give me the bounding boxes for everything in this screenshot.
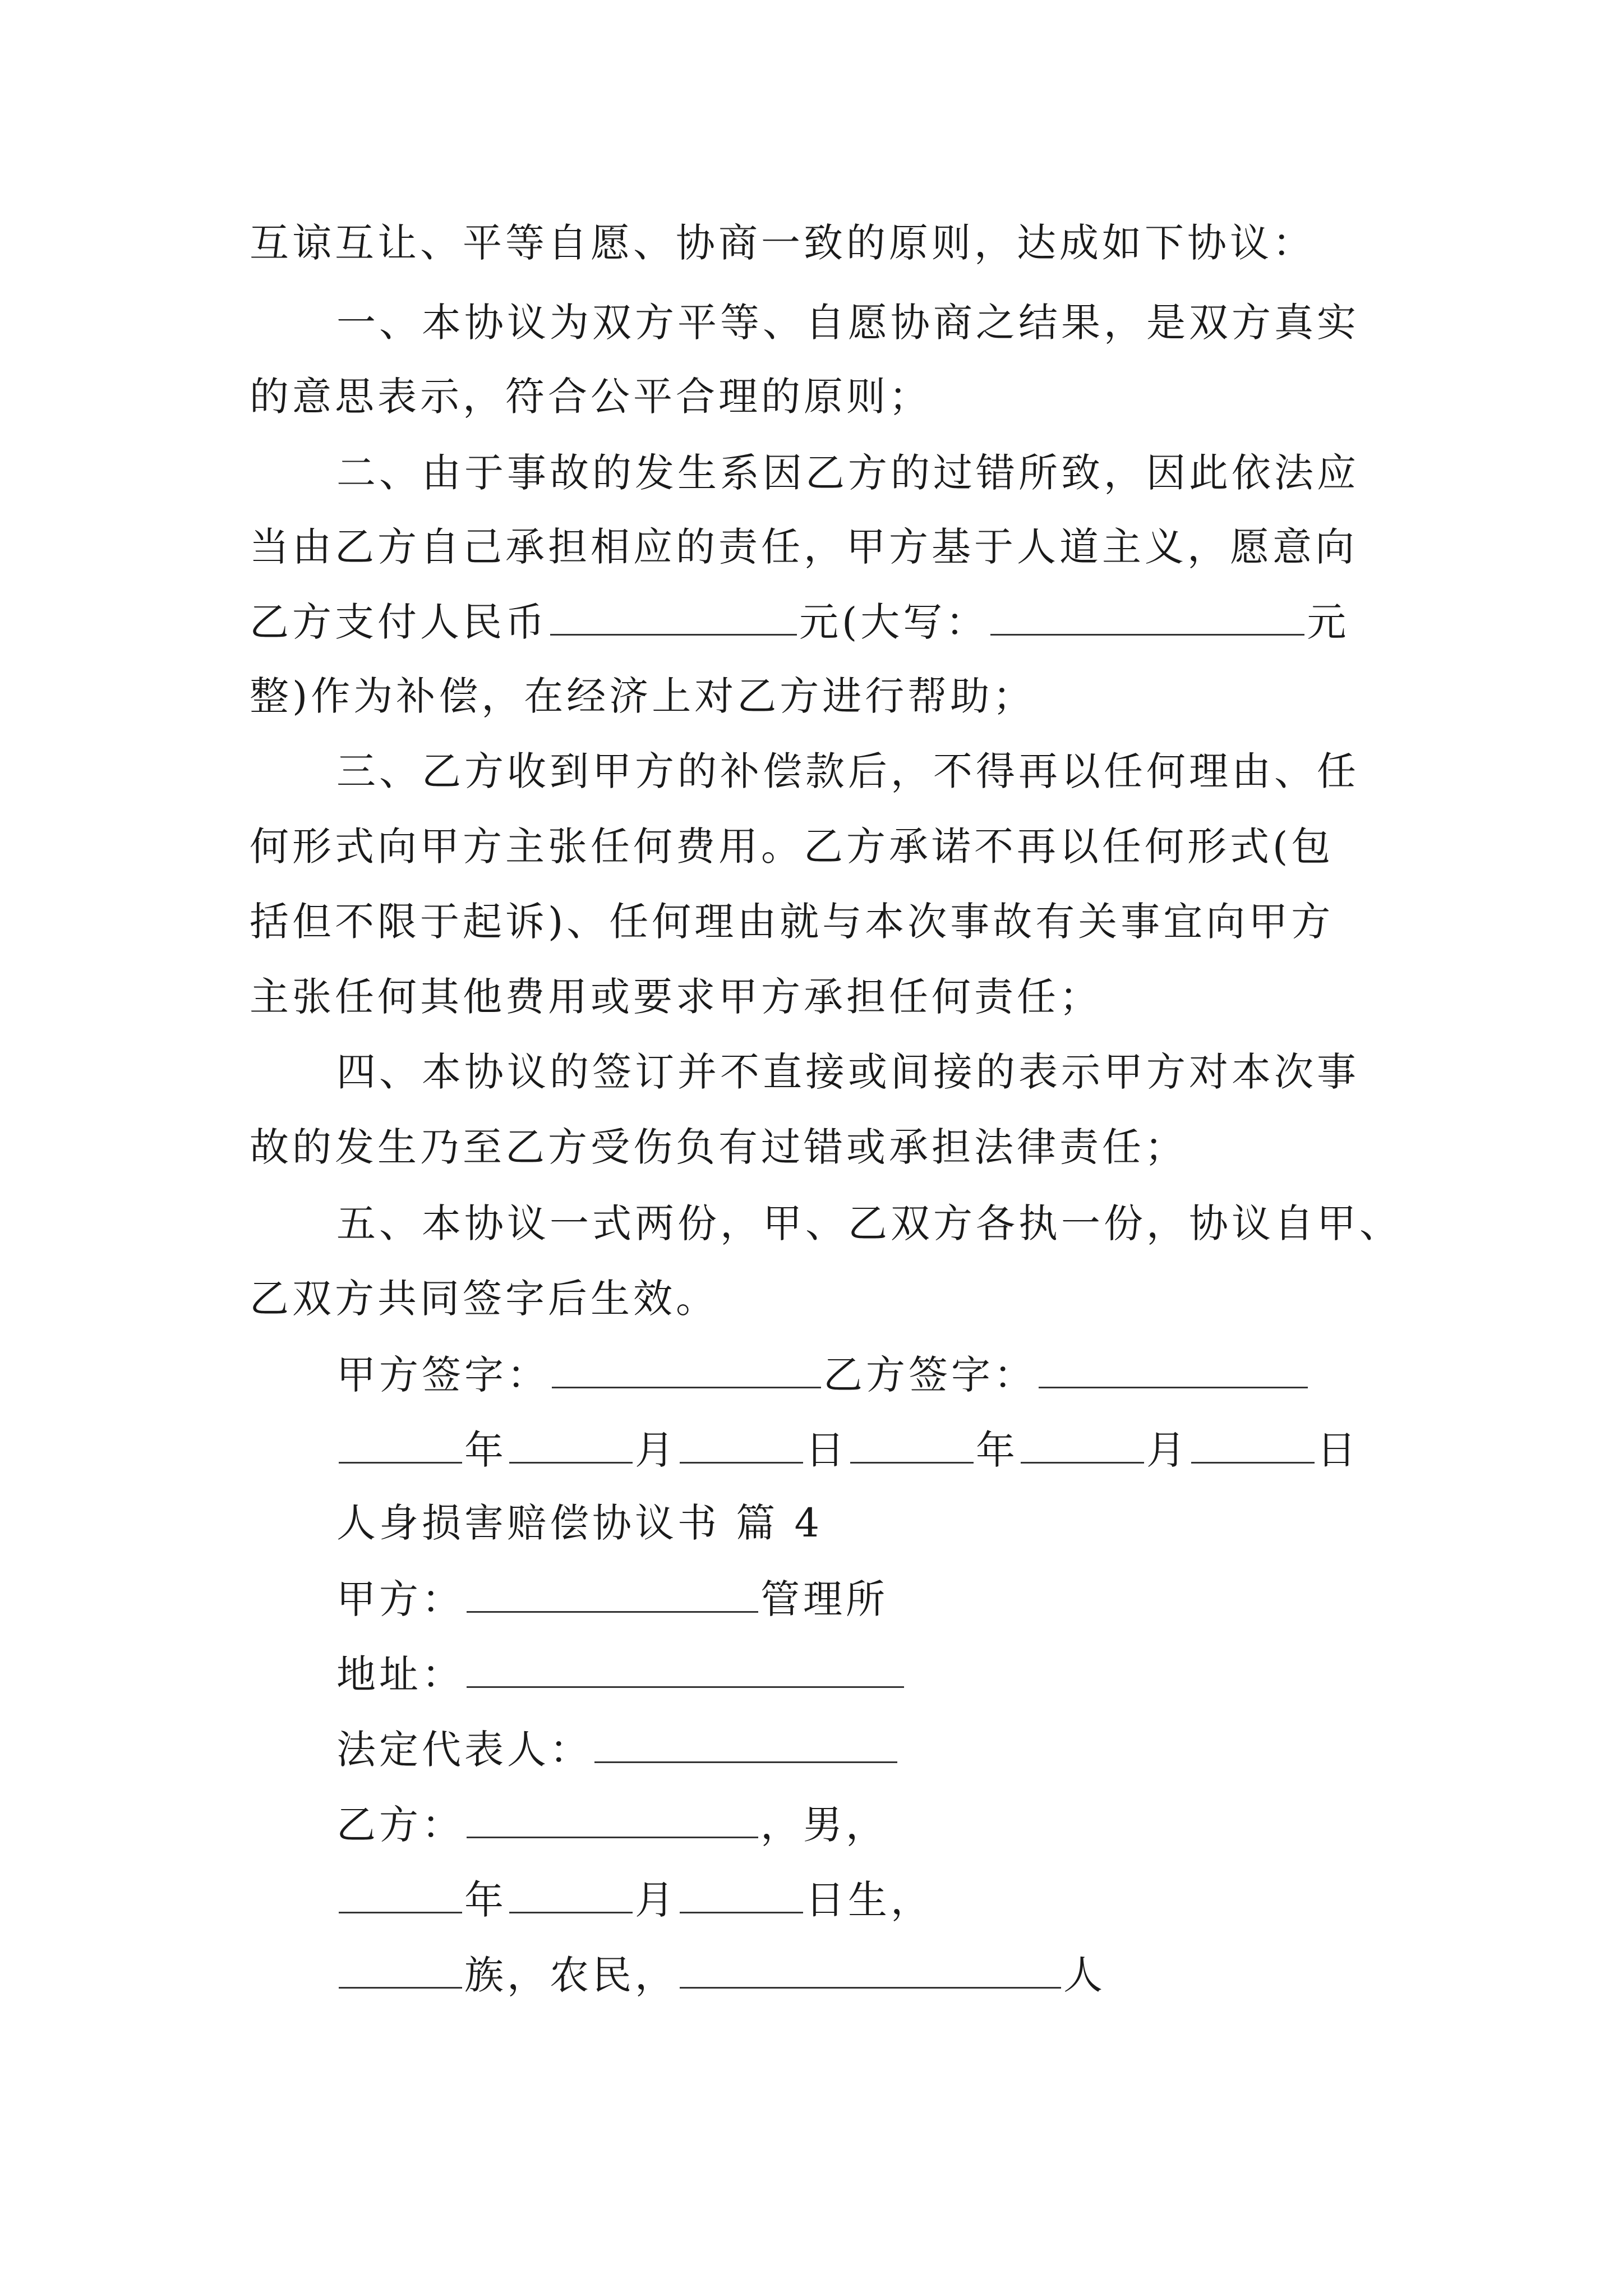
- field-label: 族，农民，: [464, 1952, 677, 1998]
- section-heading: 人身损害赔偿协议书 篇 4: [336, 1500, 823, 1546]
- month-blank[interactable]: [509, 1879, 633, 1913]
- date-month-label: 月: [635, 1877, 677, 1923]
- date-year-label: 年: [976, 1427, 1018, 1473]
- day-blank[interactable]: [680, 1429, 803, 1464]
- field-label: 法定代表人：: [336, 1727, 592, 1773]
- clause-text: 二、由于事故的发生系因乙方的过错所致，因此依法应: [336, 450, 1359, 496]
- date-year-label: 年: [464, 1877, 507, 1923]
- amount-words-blank[interactable]: [990, 601, 1304, 636]
- party-a-blank[interactable]: [467, 1579, 758, 1613]
- year-blank[interactable]: [850, 1429, 974, 1464]
- address-line: [336, 1651, 906, 1697]
- clause-2-line-4: 整)作为补偿，在经济上对乙方进行帮助；: [250, 673, 1036, 719]
- field-label: 甲方：: [336, 1576, 464, 1622]
- field-label: 地址：: [336, 1651, 464, 1697]
- legal-rep-line: [336, 1727, 900, 1773]
- clause-2-line-1: [250, 450, 1359, 496]
- year-blank[interactable]: [339, 1879, 462, 1913]
- month-blank[interactable]: [509, 1429, 633, 1464]
- clause-text: 元: [1307, 599, 1350, 645]
- field-suffix: ，男，: [760, 1802, 888, 1848]
- year-blank[interactable]: [339, 1429, 462, 1464]
- clause-4-line-1: 四、本协议的签订并不直接或间接的表示甲方对本次事: [336, 1049, 1359, 1095]
- party-a-line: [336, 1576, 888, 1622]
- party-b-blank[interactable]: [467, 1804, 758, 1838]
- clause-3-line-4: 主张任何其他费用或要求甲方承担任何责任；: [250, 974, 1102, 1020]
- month-blank[interactable]: [1021, 1429, 1144, 1464]
- clause-2-line-2: 当由乙方自己承担相应的责任，甲方基于人道主义，愿意向: [250, 524, 1358, 570]
- ethnicity-blank[interactable]: [339, 1954, 462, 1989]
- date-year-label: 年: [464, 1427, 507, 1473]
- field-suffix: 管理所: [760, 1576, 888, 1622]
- field-label: 乙方：: [336, 1802, 464, 1848]
- clause-3-line-3: 括但不限于起诉)、任何理由就与本次事故有关事宜向甲方: [250, 899, 1334, 945]
- address-blank[interactable]: [467, 1654, 904, 1688]
- party-a-signature-blank[interactable]: [552, 1354, 821, 1388]
- date-month-label: 月: [1146, 1427, 1189, 1473]
- party-a-signature-label: 甲方签字：: [336, 1352, 550, 1398]
- hometown-blank[interactable]: [680, 1954, 1061, 1989]
- clause-2-line-3: [250, 599, 1350, 645]
- party-b-signature-label: 乙方签字：: [823, 1352, 1036, 1398]
- clause-3-line-2: 何形式向甲方主张任何费用。乙方承诺不再以任何形式(包: [250, 823, 1334, 869]
- day-blank[interactable]: [680, 1879, 803, 1913]
- date-day-label: 日: [805, 1427, 848, 1473]
- date-day-label: 日: [1317, 1427, 1359, 1473]
- party-b-line: [336, 1802, 888, 1848]
- clause-text: 一、本协议为双方平等、自愿协商之结果，是双方真实: [336, 300, 1359, 346]
- clause-1-line-1: [250, 300, 1371, 346]
- date-born-label: 日生，: [805, 1877, 933, 1923]
- ethnicity-line: [336, 1952, 1106, 1998]
- day-blank[interactable]: [1191, 1429, 1315, 1464]
- clause-5-line-2: 乙双方共同签字后生效。: [250, 1276, 718, 1322]
- clause-1-line-2: 的意思表示，符合公平合理的原则；: [250, 374, 932, 420]
- clause-4-line-2: 故的发生乃至乙方受伤负有过错或承担法律责任；: [250, 1124, 1187, 1170]
- birth-date-line: [336, 1877, 933, 1923]
- amount-blank[interactable]: [550, 601, 797, 636]
- legal-rep-blank[interactable]: [594, 1729, 897, 1763]
- clause-5-line-1: 五、本协议一式两份，甲、乙双方各执一份，协议自甲、: [336, 1200, 1402, 1246]
- clause-text: 元(大写：: [799, 599, 989, 645]
- date-line: [336, 1427, 1359, 1473]
- para-line: 互谅互让、平等自愿、协商一致的原则，达成如下协议：: [250, 220, 1315, 266]
- field-suffix: 人: [1063, 1952, 1106, 1998]
- party-b-signature-blank[interactable]: [1039, 1354, 1308, 1388]
- signature-line: [336, 1352, 1310, 1398]
- date-month-label: 月: [635, 1427, 677, 1473]
- clause-text: 乙方支付人民币: [250, 599, 548, 645]
- clause-3-line-1: 三、乙方收到甲方的补偿款后，不得再以任何理由、任: [336, 748, 1359, 794]
